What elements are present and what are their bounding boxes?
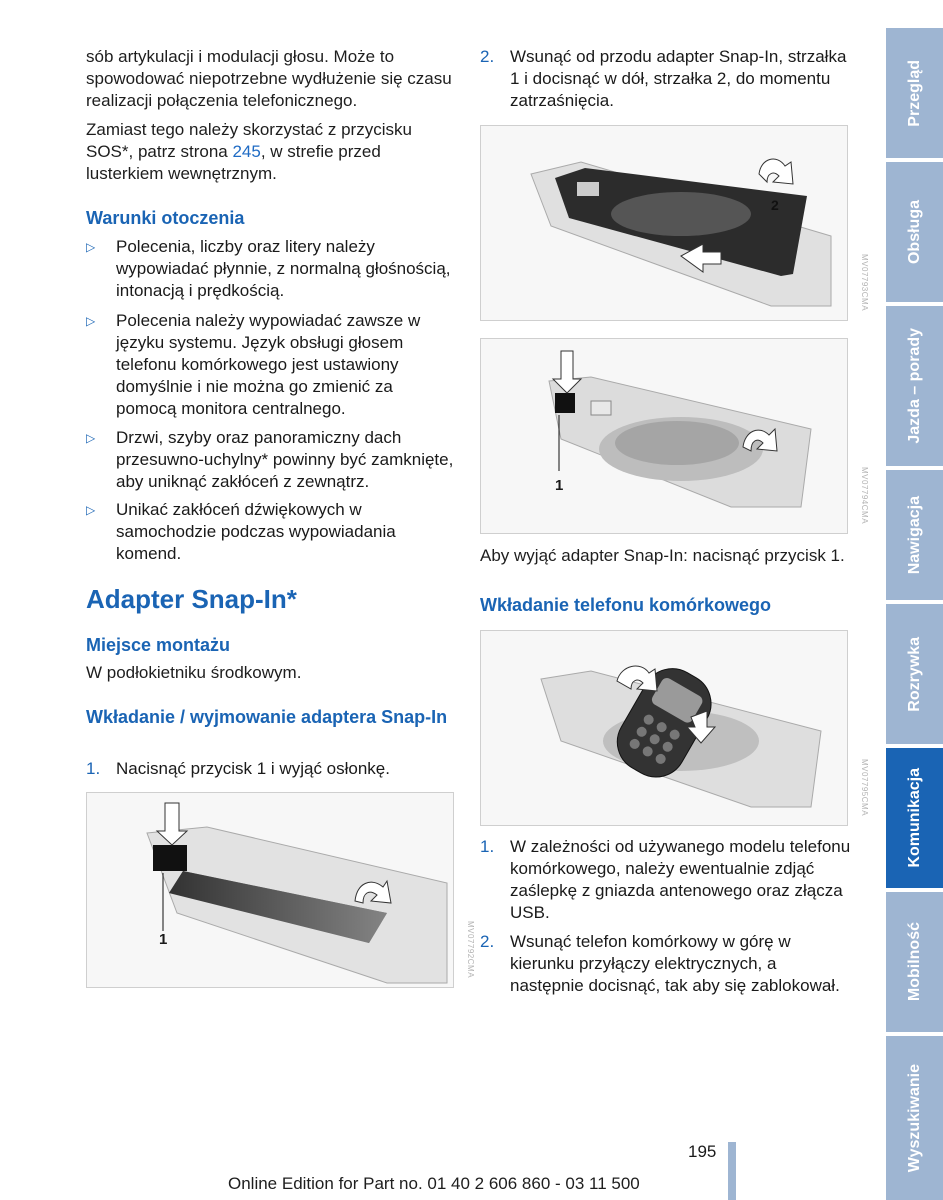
tab-label: Rozrywka bbox=[905, 636, 923, 712]
figure-insert-phone bbox=[480, 630, 869, 826]
phone-insert-illustration bbox=[481, 631, 849, 827]
wkladanie-heading: Wkładanie / wyjmowanie adaptera Snap-In bbox=[86, 707, 448, 727]
figure-code: MV07795CMA bbox=[860, 759, 869, 817]
figure-code: MV07793CMA bbox=[860, 254, 869, 312]
callout-label: 2 bbox=[771, 197, 779, 213]
bullet-text: Polecenia należy wypowiadać zawsze w języku systemu. Język obsługi głosem telefonu komórkowego jest ustawiony domyślnie i nie można go zmienić za pomocą monitora centralnego. bbox=[116, 311, 421, 418]
intro-text: Zamiast tego należy skorzystać z przycisku SOS*, patrz strona bbox=[86, 120, 412, 161]
step-item bbox=[86, 758, 454, 780]
bullet-item bbox=[86, 499, 454, 563]
step-text: Nacisnąć przycisk 1 i wyjąć osłonkę. bbox=[116, 759, 390, 778]
step-text: W zależności od używanego modelu telefonu komórkowego, należy ewentualnie zdjąć zaślepkę z gniazda antenowego oraz złącza USB. bbox=[510, 837, 851, 922]
figure-code: MV07794CMA bbox=[860, 467, 869, 525]
adapter-insert-illustration bbox=[481, 126, 849, 322]
miejsce-text: W podłokietniku środkowym. bbox=[86, 663, 302, 682]
section-title: Adapter Snap-In* bbox=[86, 584, 297, 614]
footer-edition: Online Edition for Part no. 01 40 2 606 860 - 03 11 500 bbox=[228, 1174, 640, 1193]
triangle-bullet-icon: ▷ bbox=[86, 314, 96, 328]
callout-label: 1 bbox=[555, 477, 564, 494]
remove-instruction: Aby wyjąć adapter Snap-In: nacisnąć przycisk 1. bbox=[480, 546, 845, 565]
figure-remove-cover bbox=[86, 792, 475, 988]
triangle-bullet-icon: ▷ bbox=[86, 503, 96, 517]
page-number: 195 bbox=[688, 1142, 717, 1161]
tab-jazda-porady[interactable] bbox=[886, 306, 943, 466]
tab-label: Mobilność bbox=[905, 922, 923, 1002]
bullet-item bbox=[86, 427, 454, 493]
step-item bbox=[480, 836, 852, 924]
bullet-item bbox=[86, 310, 454, 420]
step-number: 1. bbox=[86, 759, 101, 778]
step-item bbox=[480, 46, 852, 112]
bullet-item bbox=[86, 236, 454, 302]
armrest-illustration bbox=[87, 793, 455, 989]
tab-wyszukiwanie[interactable] bbox=[886, 1036, 943, 1200]
step-number: 2. bbox=[480, 47, 495, 66]
adapter-remove-illustration bbox=[481, 339, 849, 535]
tab-nawigacja[interactable] bbox=[886, 470, 943, 600]
bullet-text: Unikać zakłóceń dźwiękowych w samochodzie podczas wypowiadania komend. bbox=[116, 500, 396, 563]
triangle-bullet-icon: ▷ bbox=[86, 240, 96, 254]
tab-przeglad[interactable] bbox=[886, 28, 943, 158]
tab-komunikacja[interactable] bbox=[886, 748, 943, 888]
figure-code: MV07792CMA bbox=[466, 921, 475, 979]
tab-rozrywka[interactable] bbox=[886, 604, 943, 744]
page-marker-bar bbox=[728, 1142, 736, 1200]
intro-text-end: , w strefie przed lusterkiem wewnętrznym. bbox=[86, 142, 381, 183]
page-link-245[interactable]: 245 bbox=[232, 142, 261, 161]
tab-label: Wyszukiwanie bbox=[905, 1063, 923, 1173]
phone-heading: Wkładanie telefonu komórkowego bbox=[480, 595, 772, 615]
tab-mobilnosc[interactable] bbox=[886, 892, 943, 1032]
step-number: 1. bbox=[480, 837, 495, 856]
figure-insert-adapter bbox=[480, 125, 869, 321]
tab-label: Jazda – porady bbox=[905, 328, 923, 444]
bullet-text: Polecenia, liczby oraz litery należy wypowiadać płynnie, z normalną głośnością, intonacją i prędkością. bbox=[116, 237, 451, 300]
tab-obsluga[interactable] bbox=[886, 162, 943, 302]
figure-remove-adapter bbox=[480, 338, 869, 534]
step-text: Wsunąć telefon komórkowy w górę w kierunku przyłączy elektrycznych, a następnie docisnąć, tak aby się zablokował. bbox=[510, 932, 840, 995]
miejsce-heading: Miejsce montażu bbox=[86, 635, 231, 655]
tab-label: Komunikacja bbox=[905, 768, 923, 868]
step-text: Wsunąć od przodu adapter Snap-In, strzałka 1 i docisnąć w dół, strzałka 2, do momentu zatrzaśnięcia. bbox=[510, 47, 847, 110]
step-item bbox=[480, 931, 852, 997]
bullet-text: Drzwi, szyby oraz panoramiczny dach przesuwno-uchylny* powinny być zamknięte, aby uniknąć zakłóceń z zewnątrz. bbox=[116, 428, 454, 491]
intro-paragraph-2 bbox=[86, 119, 454, 185]
callout-label: 1 bbox=[159, 931, 168, 948]
tab-label: Nawigacja bbox=[905, 495, 923, 575]
step-number: 2. bbox=[480, 932, 495, 951]
tab-label: Obsługa bbox=[905, 199, 923, 264]
triangle-bullet-icon: ▷ bbox=[86, 431, 96, 445]
warunki-heading: Warunki otoczenia bbox=[86, 208, 245, 228]
intro-paragraph-1: sób artykulacji i modulacji głosu. Może to spowodować niepotrzebne wydłużenie się czasu realizacji połączenia telefonicznego. bbox=[86, 47, 452, 110]
tab-label: Przegląd bbox=[905, 59, 923, 127]
